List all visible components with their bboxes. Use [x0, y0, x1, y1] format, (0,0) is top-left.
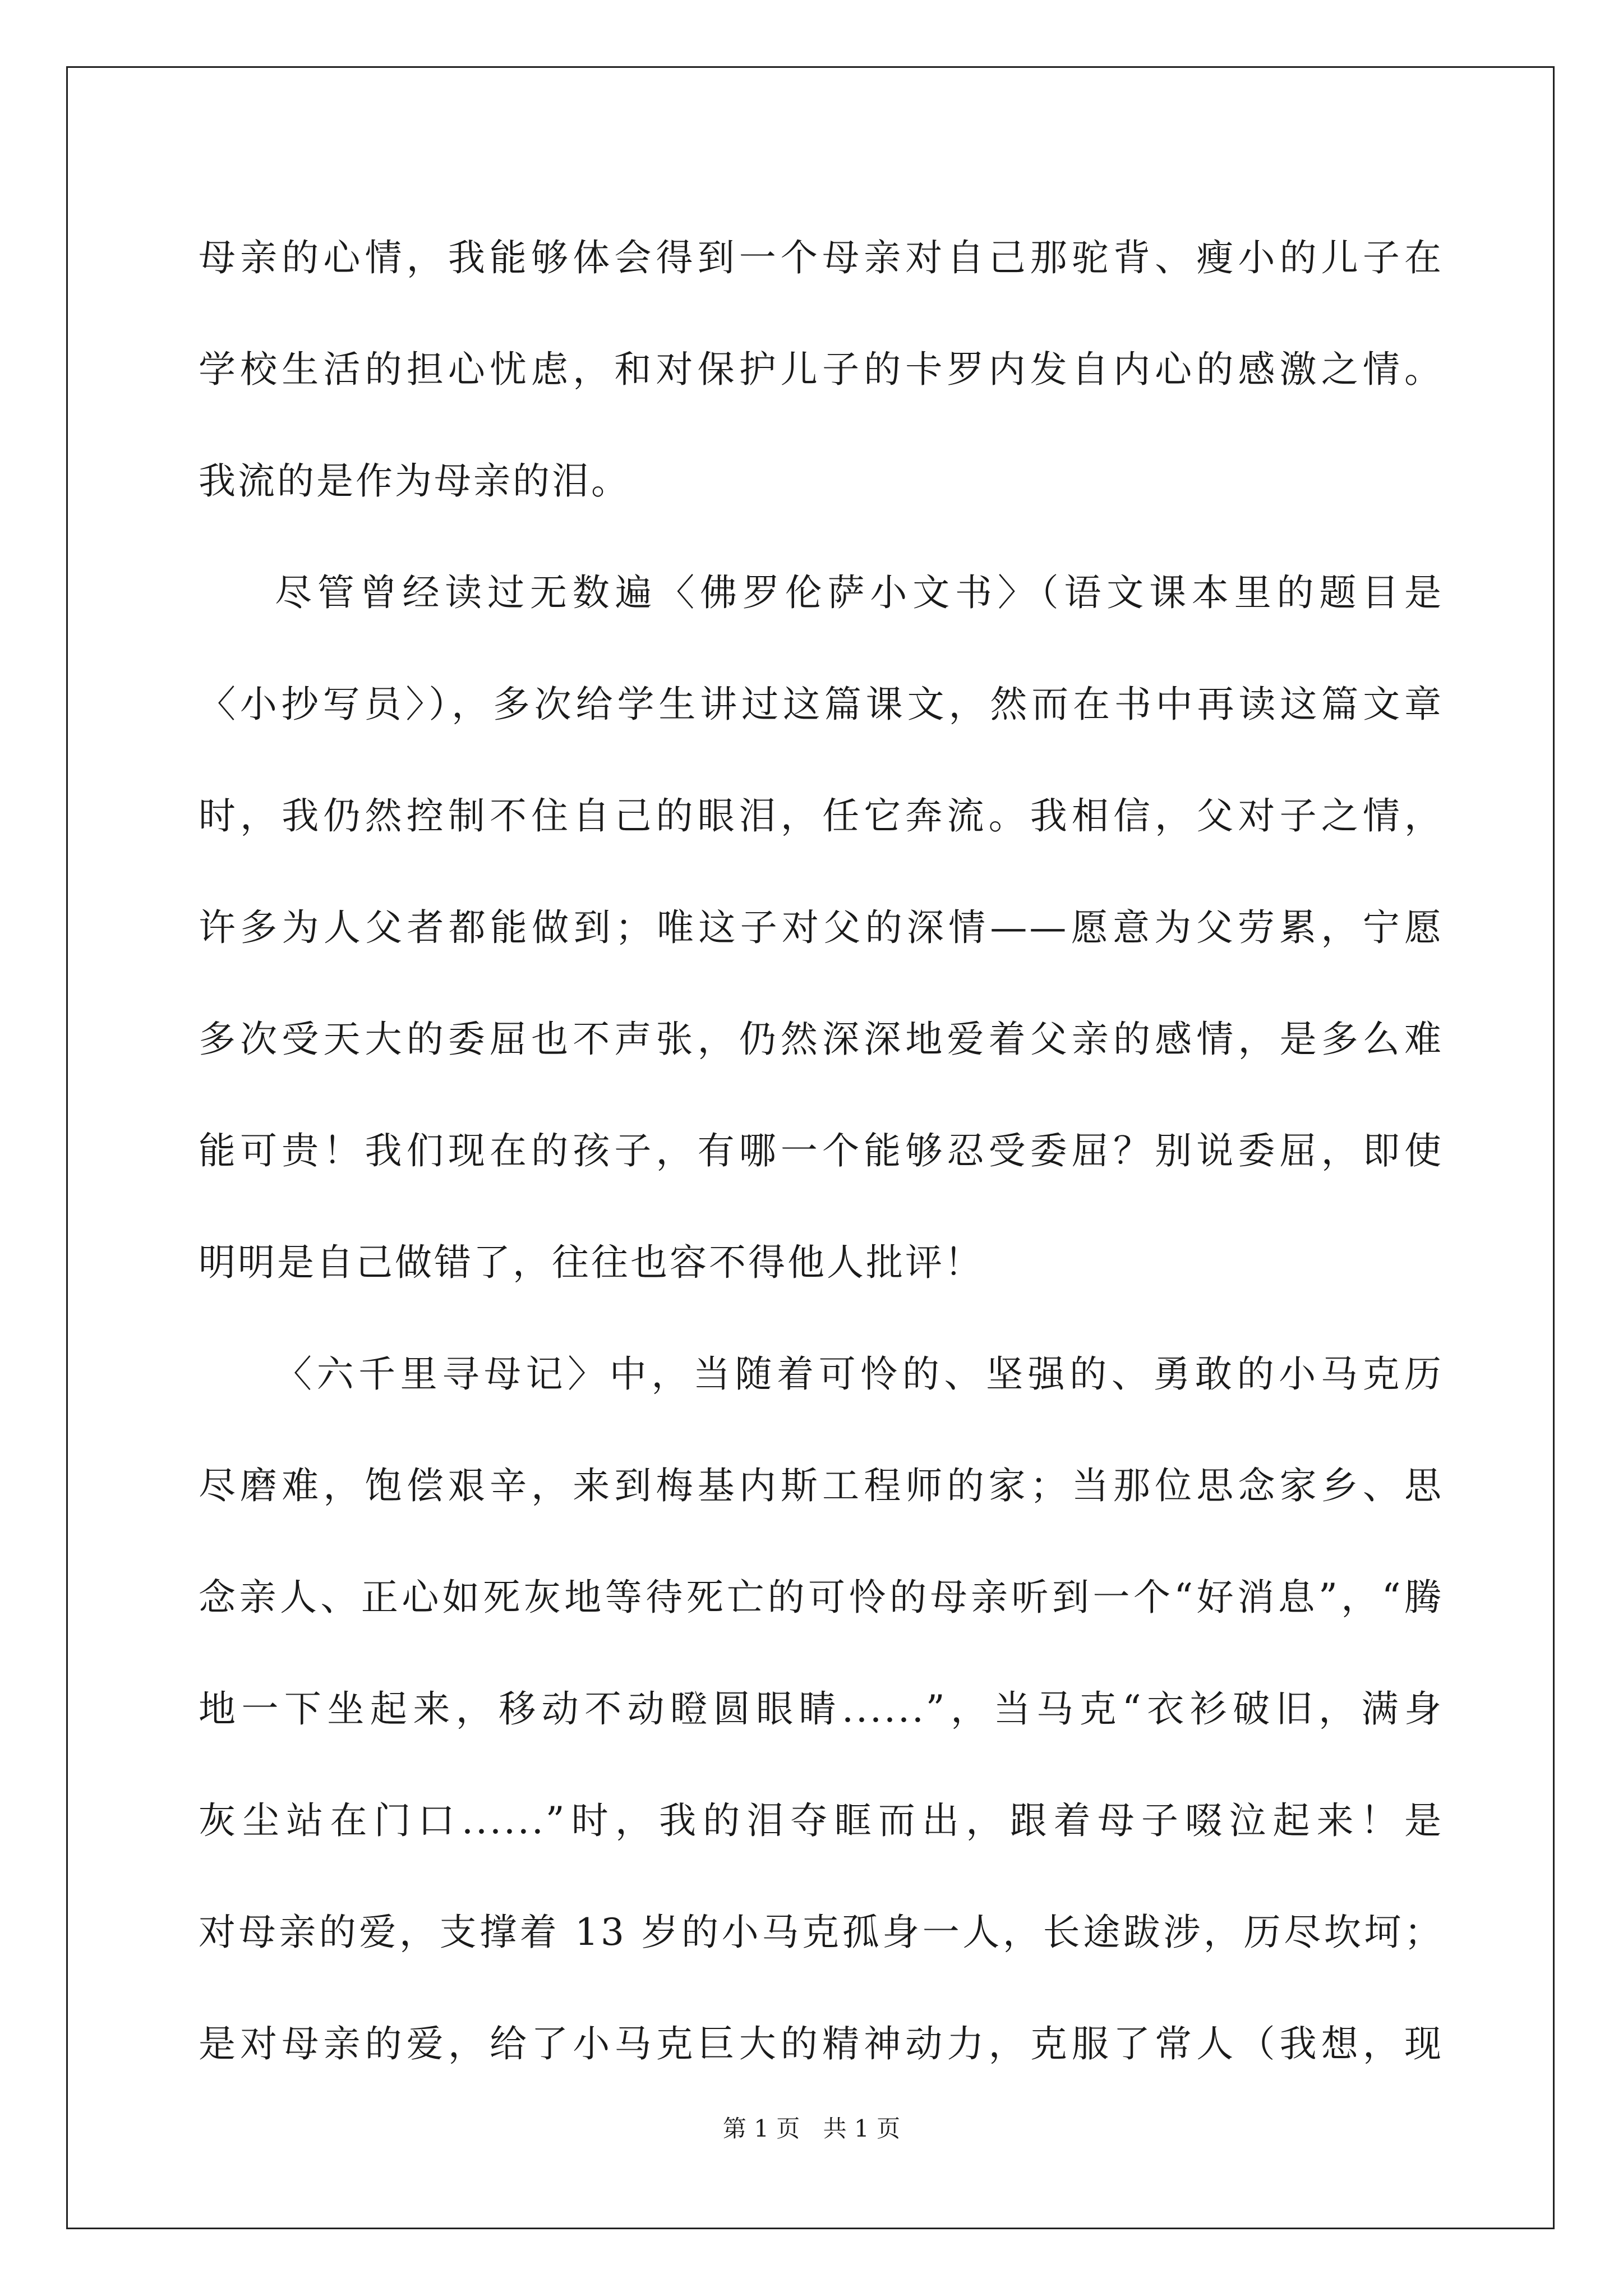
text-line-10: 明明是自己做错了，往往也容不得他人批评！ — [199, 1241, 984, 1284]
document-body — [199, 202, 1444, 2100]
text-line-14: 地一下坐起来，移动不动瞪圆眼睛......”，当马克“衣衫破旧，满身 — [199, 1687, 1444, 1731]
page-number: 第 1 页 — [722, 2115, 800, 2142]
text-line-7: 许多为人父者都能做到；唯这子对父的深情——愿意为父劳累，宁愿 — [199, 906, 1444, 949]
text-line-3: 我流的是作为母亲的泪。 — [199, 459, 630, 503]
text-line-17: 是对母亲的爱，给了小马克巨大的精神动力，克服了常人（我想，现 — [199, 2022, 1444, 2065]
text-line-11: 〈六千里寻母记〉中，当随着可怜的、坚强的、勇敢的小马克历 — [275, 1352, 1444, 1396]
text-line-15: 灰尘站在门口......”时，我的泪夺眶而出，跟着母子啜泣起来！是 — [199, 1799, 1444, 1842]
text-line-1: 母亲的心情，我能够体会得到一个母亲对自己那驼背、瘦小的儿子在 — [199, 236, 1444, 279]
text-line-5: 〈小抄写员〉），多次给学生讲过这篇课文，然而在书中再读这篇文章 — [199, 683, 1444, 726]
text-line-13: 念亲人、正心如死灰地等待死亡的可怜的母亲听到一个“好消息”，“腾 — [199, 1576, 1444, 1619]
page-footer — [0, 2112, 1623, 2146]
text-line-16: 对母亲的爱，支撑着 13 岁的小马克孤身一人，长途跋涉，历尽坎坷； — [199, 1911, 1444, 1954]
page-total: 共 1 页 — [823, 2115, 901, 2142]
text-line-8: 多次受天大的委屈也不声张，仍然深深地爱着父亲的感情，是多么难 — [199, 1018, 1444, 1061]
text-line-6: 时，我仍然控制不住自己的眼泪，任它奔流。我相信，父对子之情， — [199, 794, 1444, 838]
text-line-9: 能可贵！我们现在的孩子，有哪一个能够忍受委屈？别说委屈，即使 — [199, 1129, 1444, 1172]
text-line-12: 尽磨难，饱偿艰辛，来到梅基内斯工程师的家；当那位思念家乡、思 — [199, 1464, 1444, 1507]
text-line-4: 尽管曾经读过无数遍〈佛罗伦萨小文书〉（语文课本里的题目是 — [275, 571, 1444, 614]
text-line-2: 学校生活的担心忧虑，和对保护儿子的卡罗内发自内心的感激之情。 — [199, 348, 1444, 391]
